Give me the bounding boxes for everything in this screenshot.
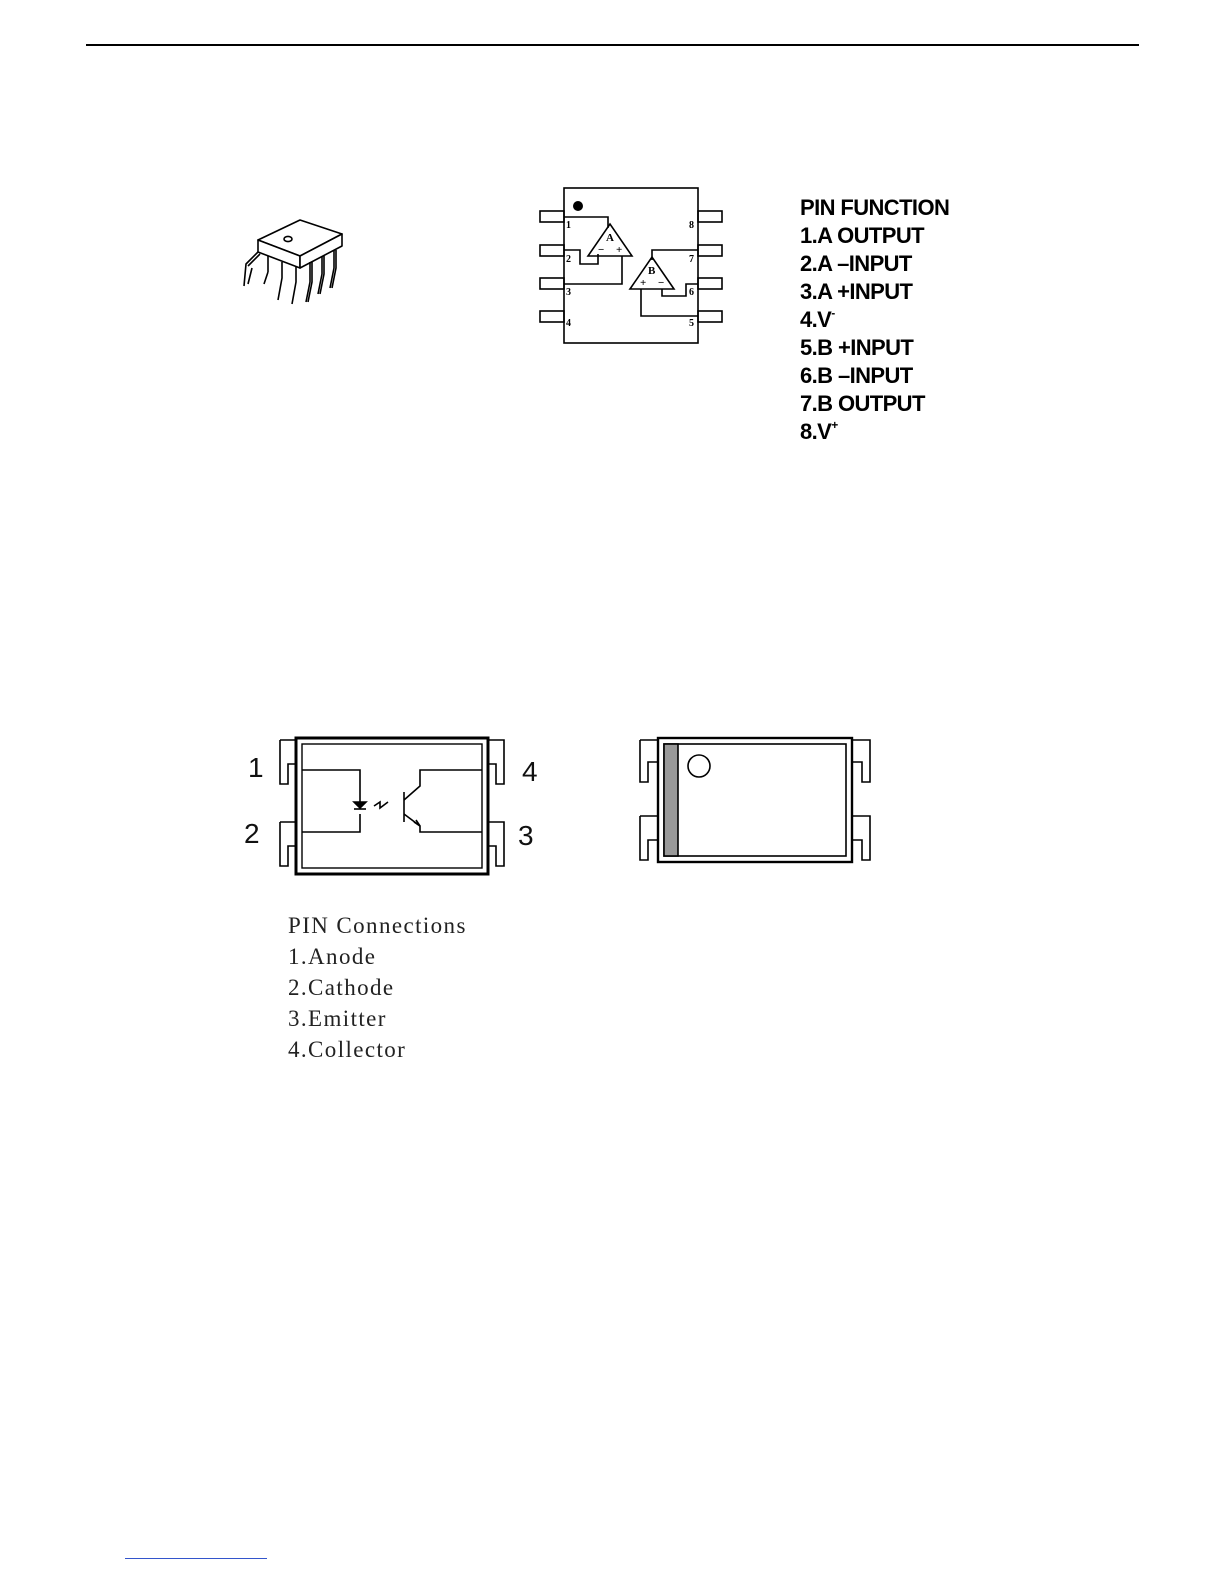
pin-function-row-4: 4.V- — [800, 306, 835, 332]
top-divider — [86, 44, 1139, 46]
pin-connection-row-4: 4.Collector — [288, 1037, 407, 1062]
opto-pin-4-label: 4 — [522, 756, 538, 787]
opamp-pinout-diagram — [536, 184, 726, 348]
opamp-pin-5-number: 5 — [689, 318, 694, 329]
opamp-pin-1-number: 1 — [566, 220, 571, 231]
pin-function-row-5: 5.B +INPUT — [800, 335, 914, 360]
amplifier-a-plus: + — [616, 244, 623, 256]
pin-connection-row-2: 2.Cathode — [288, 975, 395, 1000]
opto-pin-3-label: 3 — [518, 820, 534, 851]
optocoupler-package-outline — [636, 736, 876, 866]
opamp-pin-function-list — [800, 194, 1100, 446]
amplifier-a-minus: − — [598, 244, 605, 256]
optocoupler-schematic — [276, 736, 518, 878]
opto-pin-1-label: 1 — [248, 752, 264, 783]
footer-link-underline — [125, 1558, 267, 1559]
opamp-pin-8-number: 8 — [689, 220, 694, 231]
opamp-pin-7-number: 7 — [689, 254, 694, 265]
pin-connections-heading: PIN Connections — [288, 913, 467, 938]
pin-function-row-3: 3.A +INPUT — [800, 279, 913, 304]
amplifier-b-minus: − — [658, 277, 665, 289]
opamp-pin-4-number: 4 — [566, 318, 571, 329]
pin1-indicator-dot — [573, 201, 583, 211]
pin-function-row-1: 1.A OUTPUT — [800, 223, 924, 248]
opamp-pin-3-number: 3 — [566, 287, 571, 298]
pin-function-heading: PIN FUNCTION — [800, 195, 950, 220]
dip8-package-drawing — [238, 210, 358, 310]
opamp-pin-2-number: 2 — [566, 254, 571, 265]
pin-function-row-2: 2.A –INPUT — [800, 251, 912, 276]
opamp-pin-6-number: 6 — [689, 287, 694, 298]
optocoupler-pin-connections-list — [288, 910, 588, 1065]
amplifier-b-label: B — [648, 265, 656, 277]
pin-connection-row-1: 1.Anode — [288, 944, 377, 969]
pin-function-row-6: 6.B –INPUT — [800, 363, 913, 388]
pin-function-row-8: 8.V+ — [800, 418, 838, 444]
amplifier-b-plus: + — [640, 277, 647, 289]
pin-connection-row-3: 3.Emitter — [288, 1006, 387, 1031]
opto-pin-2-label: 2 — [244, 818, 260, 849]
pin-function-row-7: 7.B OUTPUT — [800, 391, 925, 416]
amplifier-a-label: A — [606, 232, 614, 244]
